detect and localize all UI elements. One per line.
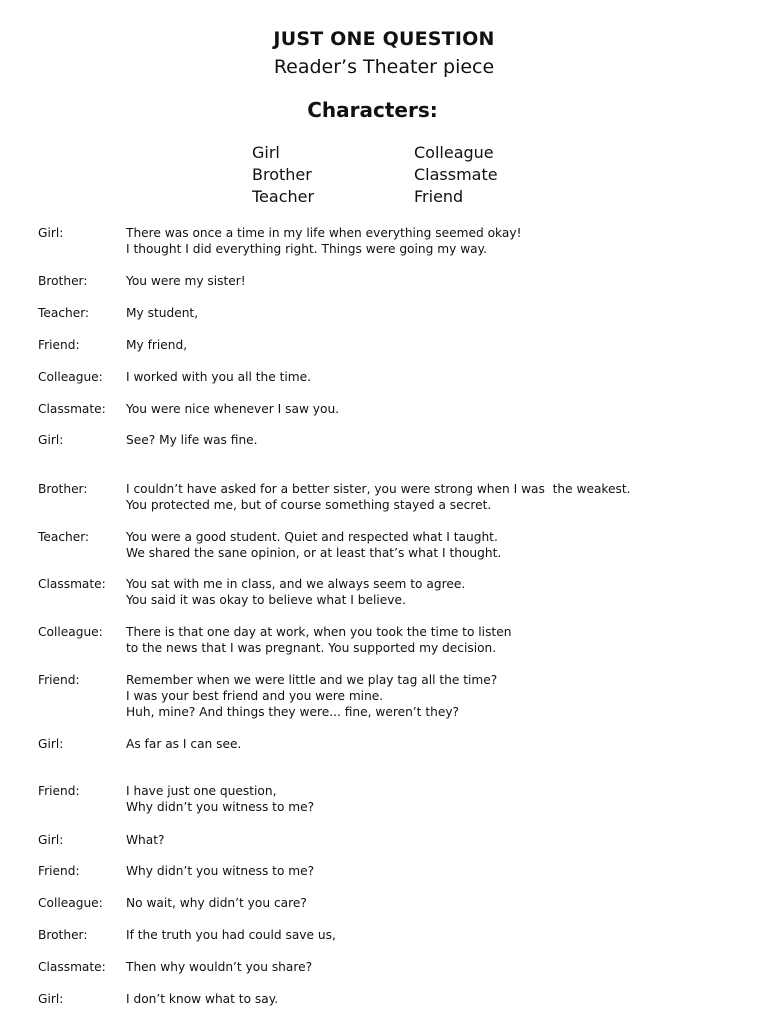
speaker-label: Girl:: [38, 737, 64, 751]
speaker-label: Brother:: [38, 482, 88, 496]
speaker-label: Girl:: [38, 992, 64, 1006]
speaker-label: Girl:: [38, 833, 64, 847]
speaker-label: Friend:: [38, 864, 80, 878]
dialogue-text: I have just one question, Why didn’t you witness to me?: [126, 784, 315, 814]
speaker-label: Brother:: [38, 928, 88, 942]
speaker-label: Friend:: [38, 338, 80, 352]
dialogue-text: If the truth you had could save us,: [126, 928, 336, 942]
dialogue-text: What?: [126, 833, 165, 847]
dialogue-text: There was once a time in my life when everything seemed okay! I thought I did everything right. Things were going my way.: [126, 226, 522, 256]
dialogue-text: Then why wouldn’t you share?: [126, 960, 313, 974]
speaker-label: Teacher:: [38, 306, 90, 320]
dialogue-text: There is that one day at work, when you took the time to listen to the news that I was pregnant. You supported my decision.: [126, 625, 512, 655]
character-name: Teacher: [252, 187, 315, 206]
dialogue-text: Remember when we were little and we play tag all the time? I was your best friend and you were mine. Huh, mine? And things they were... fine, weren’t they?: [126, 673, 498, 719]
dialogue-text: You sat with me in class, and we always seem to agree. You said it was okay to believe what I believe.: [126, 577, 466, 607]
dialogue-text: You were nice whenever I saw you.: [126, 402, 340, 416]
dialogue-text: Why didn’t you witness to me?: [126, 864, 315, 878]
speaker-label: Colleague:: [38, 896, 103, 910]
character-name: Classmate: [414, 165, 498, 184]
speaker-label: Girl:: [38, 226, 64, 240]
speaker-label: Brother:: [38, 274, 88, 288]
dialogue-text: My friend,: [126, 338, 188, 352]
speaker-label: Friend:: [38, 784, 80, 798]
characters-heading: Characters:: [307, 98, 438, 122]
speaker-label: Colleague:: [38, 625, 103, 639]
speaker-label: Classmate:: [38, 960, 106, 974]
dialogue-text: I don’t know what to say.: [126, 992, 279, 1006]
character-name: Colleague: [414, 143, 494, 162]
dialogue-text: I couldn’t have asked for a better sister, you were strong when I was the weakest. You protected me, but of course something stayed a secret.: [126, 482, 631, 512]
dialogue-text: My student,: [126, 306, 199, 320]
speaker-label: Girl:: [38, 433, 64, 447]
character-name: Girl: [252, 143, 280, 162]
page-subtitle: Reader’s Theater piece: [273, 56, 495, 78]
page-title: JUST ONE QUESTION: [273, 28, 495, 50]
character-name: Brother: [252, 165, 312, 184]
speaker-label: Classmate:: [38, 577, 106, 591]
character-name: Friend: [414, 187, 464, 206]
dialogue-text: See? My life was fine.: [126, 433, 258, 447]
speaker-label: Friend:: [38, 673, 80, 687]
speaker-label: Classmate:: [38, 402, 106, 416]
dialogue-text: As far as I can see.: [126, 737, 242, 751]
speaker-label: Teacher:: [38, 530, 90, 544]
dialogue-text: No wait, why didn’t you care?: [126, 896, 307, 910]
speaker-label: Colleague:: [38, 370, 103, 384]
dialogue-text: I worked with you all the time.: [126, 370, 312, 384]
dialogue-text: You were a good student. Quiet and respected what I taught. We shared the sane opinion, or at least that’s what I thought.: [126, 530, 502, 560]
dialogue-text: You were my sister!: [126, 274, 246, 288]
